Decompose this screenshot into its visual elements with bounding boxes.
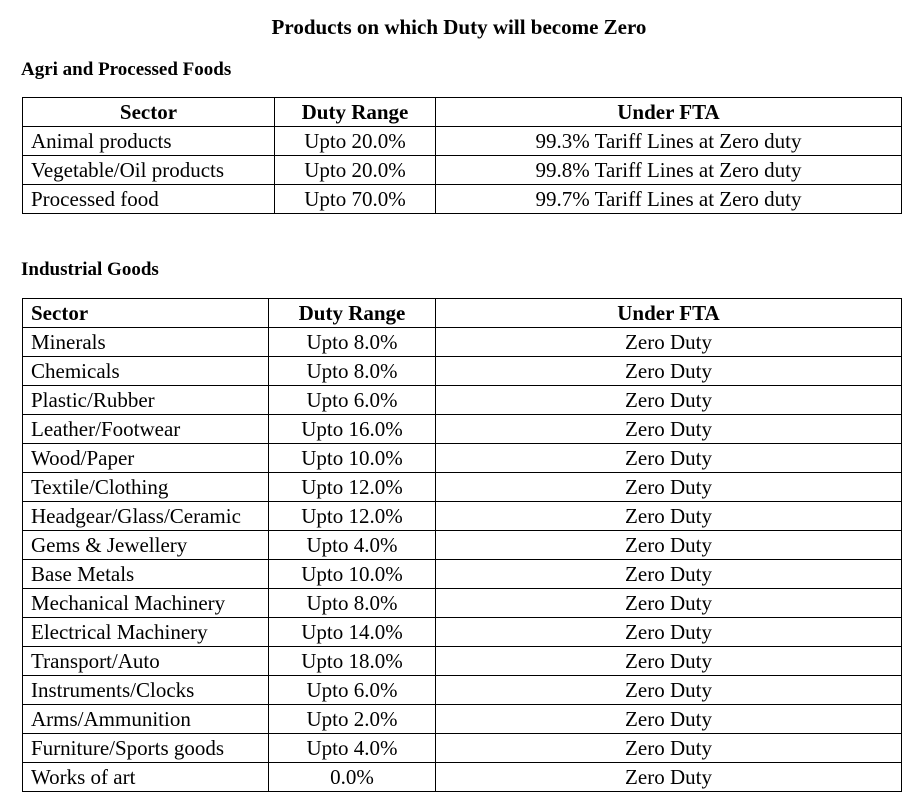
under-fta-cell: Zero Duty <box>436 415 902 444</box>
sector-cell: Arms/Ammunition <box>23 705 269 734</box>
under-fta-cell: Zero Duty <box>436 444 902 473</box>
duty-range-cell: Upto 6.0% <box>269 676 436 705</box>
duty-range-cell: Upto 10.0% <box>269 560 436 589</box>
table-header-row <box>23 299 902 328</box>
under-fta-cell: 99.3% Tariff Lines at Zero duty <box>436 127 902 156</box>
duty-range-cell: Upto 2.0% <box>269 705 436 734</box>
duty-range-cell: Upto 20.0% <box>275 156 436 185</box>
duty-range-cell: Upto 14.0% <box>269 618 436 647</box>
under-fta-cell: Zero Duty <box>436 531 902 560</box>
sector-cell: Minerals <box>23 328 269 357</box>
sector-cell: Wood/Paper <box>23 444 269 473</box>
under-fta-cell: Zero Duty <box>436 328 902 357</box>
sector-cell: Instruments/Clocks <box>23 676 269 705</box>
table-row <box>23 763 902 792</box>
column-header-duty-range: Duty Range <box>275 98 436 127</box>
duty-range-cell: Upto 4.0% <box>269 734 436 763</box>
duty-range-cell: Upto 8.0% <box>269 589 436 618</box>
duty-range-cell: Upto 20.0% <box>275 127 436 156</box>
duty-range-cell: Upto 6.0% <box>269 386 436 415</box>
duty-range-cell: Upto 16.0% <box>269 415 436 444</box>
table-header-row <box>23 98 902 127</box>
sector-cell: Transport/Auto <box>23 647 269 676</box>
table-row <box>23 357 902 386</box>
under-fta-cell: Zero Duty <box>436 502 902 531</box>
industrial-table-body <box>23 328 902 792</box>
duty-range-cell: 0.0% <box>269 763 436 792</box>
industrial-section-heading: Industrial Goods <box>21 259 159 280</box>
under-fta-cell: 99.7% Tariff Lines at Zero duty <box>436 185 902 214</box>
sector-cell: Furniture/Sports goods <box>23 734 269 763</box>
sector-cell: Headgear/Glass/Ceramic <box>23 502 269 531</box>
table-row <box>23 386 902 415</box>
agri-duty-table <box>22 97 902 214</box>
under-fta-cell: Zero Duty <box>436 618 902 647</box>
duty-range-cell: Upto 10.0% <box>269 444 436 473</box>
sector-cell: Vegetable/Oil products <box>23 156 275 185</box>
under-fta-cell: Zero Duty <box>436 763 902 792</box>
duty-range-cell: Upto 8.0% <box>269 357 436 386</box>
under-fta-cell: 99.8% Tariff Lines at Zero duty <box>436 156 902 185</box>
under-fta-cell: Zero Duty <box>436 473 902 502</box>
sector-cell: Works of art <box>23 763 269 792</box>
duty-range-cell: Upto 4.0% <box>269 531 436 560</box>
table-row <box>23 647 902 676</box>
under-fta-cell: Zero Duty <box>436 734 902 763</box>
table-row <box>23 473 902 502</box>
table-row <box>23 444 902 473</box>
column-header-under-fta: Under FTA <box>436 98 902 127</box>
sector-cell: Animal products <box>23 127 275 156</box>
sector-cell: Base Metals <box>23 560 269 589</box>
under-fta-cell: Zero Duty <box>436 386 902 415</box>
table-row <box>23 415 902 444</box>
table-row <box>23 705 902 734</box>
sector-cell: Leather/Footwear <box>23 415 269 444</box>
under-fta-cell: Zero Duty <box>436 589 902 618</box>
column-header-sector: Sector <box>23 299 269 328</box>
table-row <box>23 127 902 156</box>
duty-range-cell: Upto 18.0% <box>269 647 436 676</box>
under-fta-cell: Zero Duty <box>436 560 902 589</box>
sector-cell: Gems & Jewellery <box>23 531 269 560</box>
column-header-duty-range: Duty Range <box>269 299 436 328</box>
duty-range-cell: Upto 8.0% <box>269 328 436 357</box>
table-row <box>23 676 902 705</box>
table-row <box>23 618 902 647</box>
sector-cell: Mechanical Machinery <box>23 589 269 618</box>
duty-range-cell: Upto 70.0% <box>275 185 436 214</box>
sector-cell: Chemicals <box>23 357 269 386</box>
table-row <box>23 589 902 618</box>
table-row <box>23 328 902 357</box>
column-header-under-fta: Under FTA <box>436 299 902 328</box>
page-title: Products on which Duty will become Zero <box>271 15 647 39</box>
table-row <box>23 531 902 560</box>
sector-cell: Plastic/Rubber <box>23 386 269 415</box>
under-fta-cell: Zero Duty <box>436 647 902 676</box>
duty-range-cell: Upto 12.0% <box>269 502 436 531</box>
column-header-sector: Sector <box>23 98 275 127</box>
agri-section-heading: Agri and Processed Foods <box>21 59 232 80</box>
under-fta-cell: Zero Duty <box>436 676 902 705</box>
duty-range-cell: Upto 12.0% <box>269 473 436 502</box>
sector-cell: Processed food <box>23 185 275 214</box>
under-fta-cell: Zero Duty <box>436 705 902 734</box>
table-row <box>23 502 902 531</box>
industrial-duty-table <box>22 298 902 792</box>
sector-cell: Electrical Machinery <box>23 618 269 647</box>
table-row <box>23 560 902 589</box>
table-row <box>23 185 902 214</box>
agri-table-body <box>23 127 902 214</box>
sector-cell: Textile/Clothing <box>23 473 269 502</box>
table-row <box>23 156 902 185</box>
under-fta-cell: Zero Duty <box>436 357 902 386</box>
table-row <box>23 734 902 763</box>
